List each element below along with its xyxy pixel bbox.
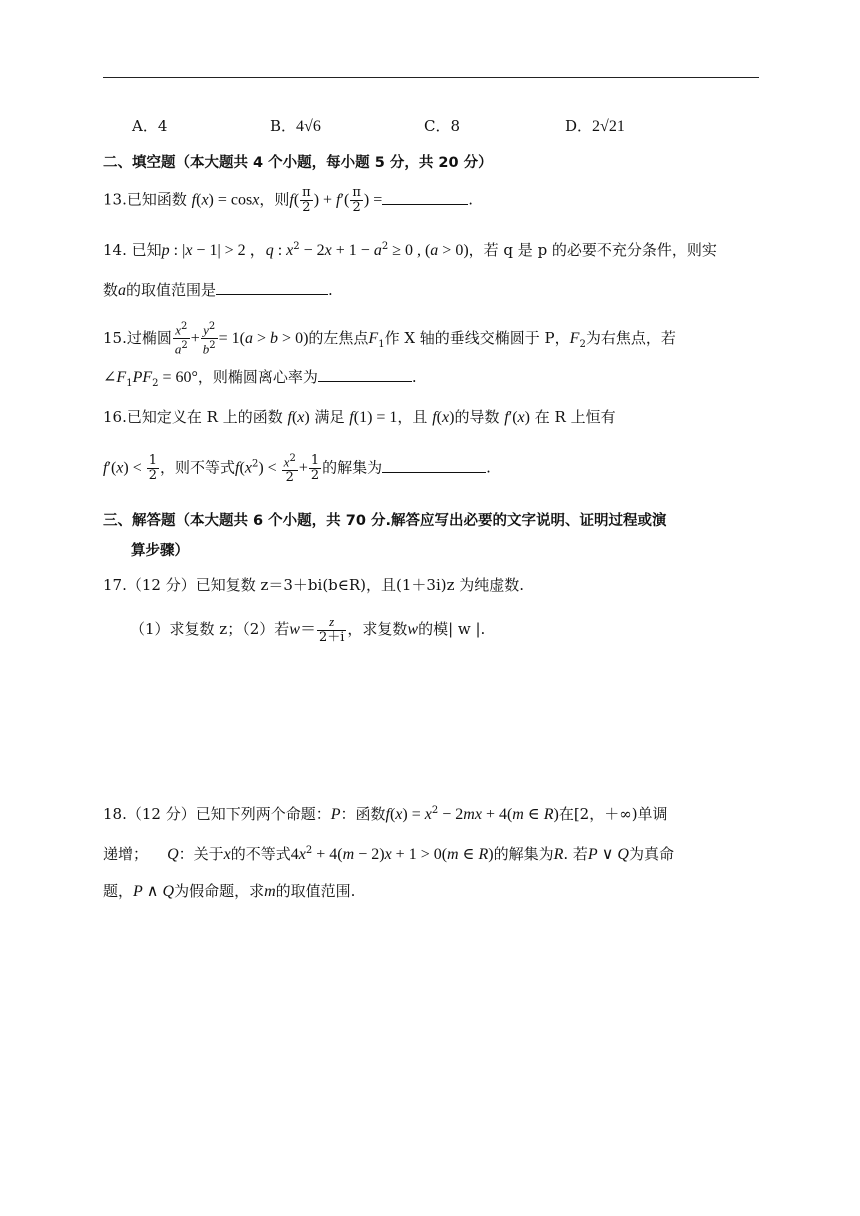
q15-text: 过椭圆 <box>126 328 172 347</box>
q13-function: f <box>191 191 197 209</box>
section-3-heading-line-2: 算步骤） <box>131 543 189 559</box>
question-18-line-3: 题，P ∧ Q为假命题，求m的取值范围. <box>103 882 356 900</box>
q13-text-2: ，则 <box>259 190 290 209</box>
option-b-label: B． <box>270 117 297 135</box>
q14-text: 已知 <box>131 241 162 259</box>
q13-number: 13. <box>103 190 127 209</box>
option-b-value: 4√6 <box>296 118 321 135</box>
section-3-heading: 三、解答题（本大题共 6 个小题，共 70 分.解答应写出必要的文字说明、证明过程或演 <box>103 513 667 529</box>
q15-answer-blank[interactable] <box>318 367 412 382</box>
question-15: 15.过椭圆 $\frac{x^2}{a^2}$ + $\frac{y^2}{b^2}$ = 1(a > b > 0)的左焦点$F_1$作 X 轴的垂线交椭圆于 P，$F_2$为右焦点，若 <box>103 321 676 357</box>
question-17-subparts: （1）求复数 z；（2）若w＝ $\frac{z}{2+i}$ ，求复数w的模| w |. <box>130 614 486 645</box>
q16-number: 16. <box>103 408 127 426</box>
option-b <box>270 115 321 138</box>
question-17: 17.（12 分）已知复数 z＝3＋bi(b∈R)，且(1＋3i)z 为纯虚数. <box>103 576 525 594</box>
q14-text-2: ，若 q 是 p 的必要不充分条件，则实 <box>468 241 717 259</box>
q14-number: 14. <box>103 241 127 259</box>
option-d-label: D． <box>565 117 593 135</box>
option-d <box>565 115 625 138</box>
question-18-line-2: 递增； Q：关于x的不等式$4x^2 + 4(m - 2)x + 1 > 0(m$ ∈ R)的解集为R. 若P ∨ Q为真命 <box>103 845 674 863</box>
question-16-line-2: f′(x) < $\frac{1}{2}$ ，则不等式$f(x^2)$ < $\frac{x^2}{2}$ + $\frac{1}{2}$ 的解集为 . <box>103 453 491 486</box>
q13-answer-blank[interactable] <box>382 190 468 205</box>
question-14-line-2: 数a的取值范围是 . <box>103 281 333 299</box>
question-15-line-2: $\angle F_1PF_2 = 60^\circ$，则椭圆离心率为 . <box>103 368 417 389</box>
question-14: 14. 已知p : |x − 1| > 2 ，q : $x^2 - 2x + 1 - a^2 \ge 0$ , (a > 0)，若 q 是 p 的必要不充分条件，则实 <box>103 241 717 259</box>
question-16: 16.已知定义在 R 上的函数 f(x) 满足 f(1) = 1，且 f(x)的导数 f′(x) 在 R 上恒有 <box>103 408 616 426</box>
q13-text: 已知函数 <box>126 190 187 209</box>
question-13: 13.已知函数 f(x) = cosx，则f( $\frac{\pi}{2}$ ) + f′( $\frac{\pi}{2}$ ) = . <box>103 185 474 215</box>
q16-answer-blank[interactable] <box>382 458 486 473</box>
option-c: C．8 <box>424 117 461 135</box>
option-d-value: 2√21 <box>592 118 625 135</box>
section-2-heading: 二、填空题（本大题共 4 个小题，每小题 5 分，共 20 分） <box>103 155 493 171</box>
q15-number: 15. <box>103 328 127 347</box>
question-18: 18.（12 分）已知下列两个命题：P：函数$f(x) = x^2 - 2mx + 4(m$ ∈ R)在[2，＋∞)单调 <box>103 805 668 823</box>
q14-answer-blank[interactable] <box>216 280 328 295</box>
option-a: A．4 <box>132 117 168 135</box>
header-rule <box>103 77 759 78</box>
